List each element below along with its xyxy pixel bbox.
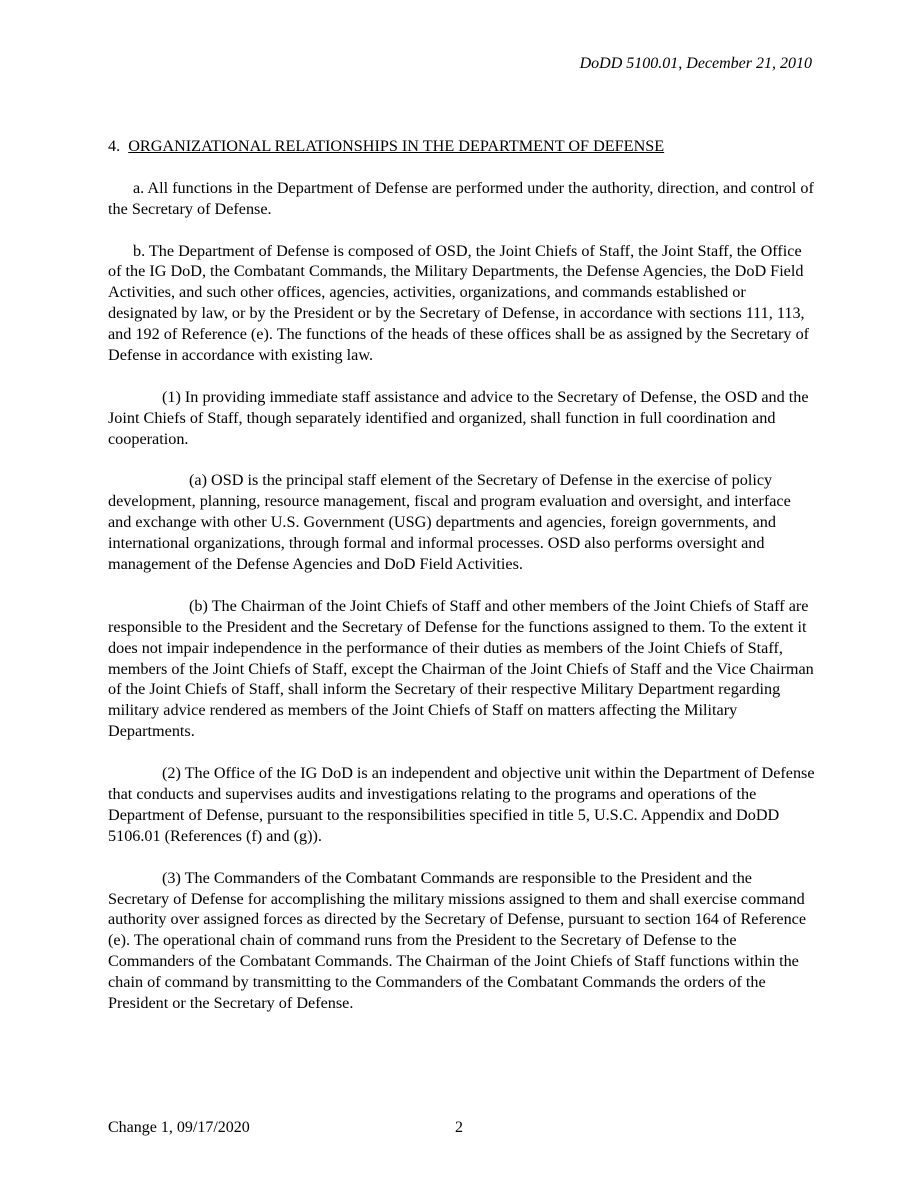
section-title: ORGANIZATIONAL RELATIONSHIPS IN THE DEPARTMENT OF DEFENSE — [128, 137, 665, 155]
document-body — [108, 136, 816, 1035]
document-reference-header: DoDD 5100.01, December 21, 2010 — [579, 55, 812, 72]
paragraph-b-2: (2) The Office of the IG DoD is an independent and objective unit within the Department of Defense that conducts and supervises audits and investigations relating to the programs and operations of the Department of Defense, pursuant to the responsibilities specified in title 5, U.S.C. Appendix and DoDD 5106.01 (References (f) and (g)). — [108, 764, 815, 845]
paragraph-a: a. All functions in the Department of Defense are performed under the authority, direction, and control of the Secretary of Defense. — [108, 178, 814, 218]
section-heading — [108, 136, 816, 157]
paragraph-b-3: (3) The Commanders of the Combatant Commands are responsible to the President and the Secretary of Defense for accomplishing the military missions assigned to them and shall exercise command authority over assigned forces as directed by the Secretary of Defense, pursuant to section 164 of Reference (e). The operational chain of command runs from the President to the Secretary of Defense to the Commanders of the Combatant Commands. The Chairman of the Joint Chiefs of Staff functions within the chain of command by transmitting to the Commanders of the Combatant Commands the orders of the President or the Secretary of Defense. — [108, 868, 807, 1013]
change-footer: Change 1, 09/17/2020 — [108, 1119, 250, 1136]
paragraph-b-1-a: (a) OSD is the principal staff element of the Secretary of Defense in the exercise of policy development, planning, resource management, fiscal and program evaluation and oversight, and interface and exchange with other U.S. Government (USG) departments and agencies, foreign governments, and international organizations, through formal and informal processes. OSD also performs oversight and management of the Defense Agencies and DoD Field Activities. — [108, 471, 791, 574]
page-number: 2 — [455, 1119, 463, 1136]
paragraph-b-1-b: (b) The Chairman of the Joint Chiefs of Staff and other members of the Joint Chiefs of Staff are responsible to the President and the Secretary of Defense for the functions assigned to them. To the extent it does not impair independence in the performance of their duties as members of the Joint Chiefs of Staff, members of the Joint Chiefs of Staff, except the Chairman of the Joint Chiefs of Staff and the Vice Chairman of the Joint Chiefs of Staff, shall inform the Secretary of their respective Military Department regarding military advice rendered as members of the Joint Chiefs of Staff on matters affecting the Military Departments. — [108, 596, 814, 741]
section-number: 4. — [108, 137, 121, 155]
paragraph-b-1: (1) In providing immediate staff assistance and advice to the Secretary of Defense, the OSD and the Joint Chiefs of Staff, though separately identified and organized, shall function in full coordination and cooperation. — [108, 387, 809, 448]
paragraph-b: b. The Department of Defense is composed of OSD, the Joint Chiefs of Staff, the Joint Staff, the Office of the IG DoD, the Combatant Commands, the Military Departments, the Defense Agencies, the DoD Field Activities, and such other offices, agencies, activities, organizations, and commands established or designated by law, or by the President or by the Secretary of Defense, in accordance with sections 111, 113, and 192 of Reference (e). The functions of the heads of these offices shall be as assigned by the Secretary of Defense in accordance with existing law. — [108, 241, 810, 365]
